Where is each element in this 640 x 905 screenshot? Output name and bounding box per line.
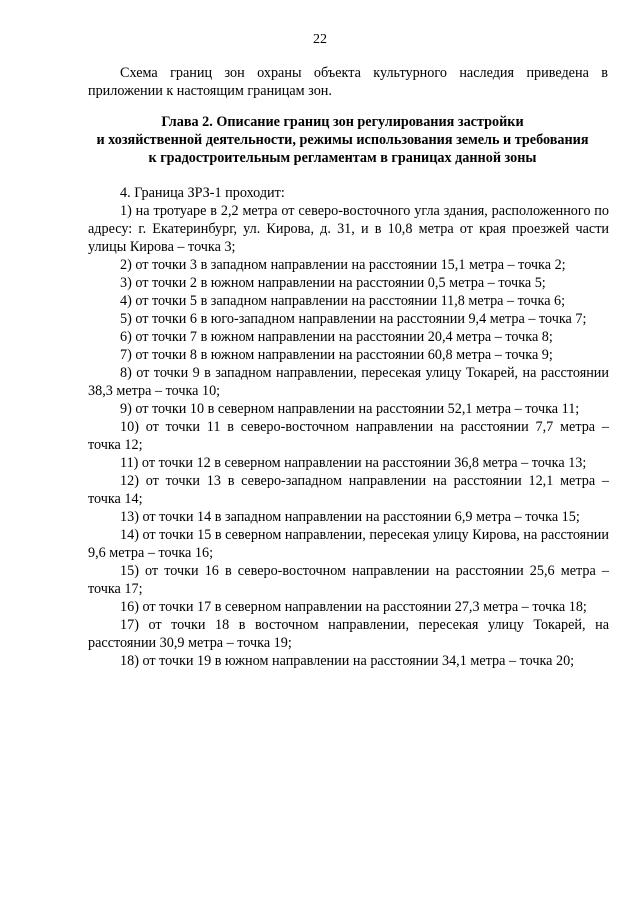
chapter-heading-line-3: к градостроительным регламентам в границах данной зоны: [148, 150, 537, 166]
list-item: 15) от точки 16 в северо-восточном направлении на расстоянии 25,6 метра – точка 17;: [88, 563, 609, 597]
page-number: 22: [313, 32, 327, 47]
list-item: 18) от точки 19 в южном направлении на расстоянии 34,1 метра – точка 20;: [120, 653, 575, 669]
list-item: 8) от точки 9 в западном направлении, пересекая улицу Токарей, на расстоянии 38,3 метра – точка 10;: [88, 365, 609, 399]
list-item: 17) от точки 18 в восточном направлении, пересекая улицу Токарей, на расстоянии 30,9 метра – точка 19;: [88, 617, 609, 651]
intro-paragraph: Схема границ зон охраны объекта культурного наследия приведена в приложении к настоящим границам зон.: [88, 65, 608, 99]
chapter-heading: [70, 113, 615, 167]
chapter-heading-line-2: и хозяйственной деятельности, режимы использования земель и требования: [96, 132, 589, 148]
list-item: 16) от точки 17 в северном направлении на расстоянии 27,3 метра – точка 18;: [120, 599, 587, 615]
list-item: 12) от точки 13 в северо-западном направлении на расстоянии 12,1 метра – точка 14;: [88, 473, 609, 507]
list-item: 3) от точки 2 в южном направлении на расстоянии 0,5 метра – точка 5;: [120, 275, 546, 291]
list-item: 9) от точки 10 в северном направлении на расстоянии 52,1 метра – точка 11;: [120, 401, 580, 417]
section-body: [88, 184, 609, 670]
chapter-heading-line-1: Глава 2. Описание границ зон регулирования застройки: [161, 114, 524, 130]
list-item: 11) от точки 12 в северном направлении на расстоянии 36,8 метра – точка 13;: [120, 455, 587, 471]
section-lead: 4. Граница ЗРЗ-1 проходит:: [120, 185, 285, 201]
list-item: 4) от точки 5 в западном направлении на расстоянии 11,8 метра – точка 6;: [120, 293, 566, 309]
list-item: 13) от точки 14 в западном направлении на расстоянии 6,9 метра – точка 15;: [120, 509, 580, 525]
list-item: 5) от точки 6 в юго-западном направлении на расстоянии 9,4 метра – точка 7;: [120, 311, 587, 327]
list-item: 6) от точки 7 в южном направлении на расстоянии 20,4 метра – точка 8;: [120, 329, 553, 345]
list-item: 2) от точки 3 в западном направлении на расстоянии 15,1 метра – точка 2;: [120, 257, 566, 273]
list-item: 10) от точки 11 в северо-восточном направлении на расстоянии 7,7 метра – точка 12;: [88, 419, 609, 453]
list-item: 14) от точки 15 в северном направлении, пересекая улицу Кирова, на расстоянии 9,6 метра – точка 16;: [88, 527, 609, 561]
list-item: 7) от точки 8 в южном направлении на расстоянии 60,8 метра – точка 9;: [120, 347, 553, 363]
list-item: 1) на тротуаре в 2,2 метра от северо-восточного угла здания, расположенного по адресу: г. Екатеринбург, ул. Кирова, д. 31, и в 10,8 метра от края проезжей части улицы Кирова – точка 3;: [88, 203, 609, 255]
